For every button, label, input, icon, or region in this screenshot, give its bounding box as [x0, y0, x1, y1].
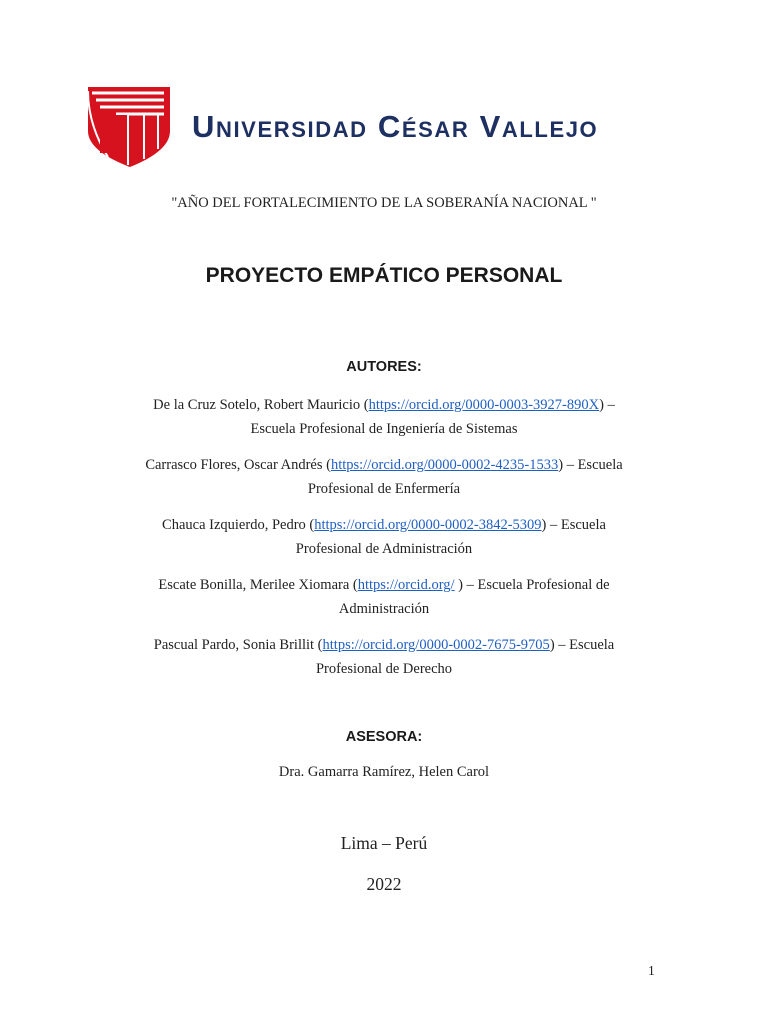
author-name: Chauca Izquierdo, Pedro (: [162, 517, 315, 533]
place: Lima – Perú: [340, 833, 428, 853]
author-separator: ) – Escuela Profesional de: [454, 577, 610, 593]
university-logo: [86, 84, 706, 170]
author-entry: [100, 393, 668, 441]
orcid-link[interactable]: https://orcid.org/0000-0002-3842-5309: [314, 517, 542, 533]
author-entry: [100, 573, 668, 621]
author-school: Administración: [338, 601, 430, 617]
author-school: Escuela Profesional de Ingeniería de Sistemas: [250, 421, 518, 437]
author-school: Profesional de Enfermería: [307, 481, 461, 497]
year-motto: "AÑO DEL FORTALECIMIENTO DE LA SOBERANÍA NACIONAL ": [171, 195, 597, 211]
author-entry: [100, 633, 668, 681]
advisor-name: Dra. Gamarra Ramírez, Helen Carol: [278, 764, 490, 780]
author-entry: [100, 453, 668, 501]
author-separator: ) – Escuela: [558, 457, 623, 473]
authors-heading: AUTORES:: [346, 359, 422, 375]
author-separator: ) – Escuela: [549, 637, 615, 653]
author-separator: ) –: [599, 397, 615, 413]
orcid-link[interactable]: https://orcid.org/0000-0002-7675-9705: [322, 637, 550, 653]
orcid-link[interactable]: https://orcid.org/: [357, 577, 455, 593]
authors-list: [100, 393, 668, 693]
author-entry: [100, 513, 668, 561]
author-name: Escate Bonilla, Merilee Xiomara (: [158, 577, 358, 593]
page-number: 1: [648, 963, 655, 978]
author-school: Profesional de Administración: [295, 541, 473, 557]
university-shield-icon: [86, 85, 172, 169]
author-name: Pascual Pardo, Sonia Brillit (: [153, 637, 323, 653]
year: 2022: [366, 874, 402, 894]
orcid-link[interactable]: https://orcid.org/0000-0002-4235-1533: [330, 457, 559, 473]
document-title: PROYECTO EMPÁTICO PERSONAL: [205, 264, 563, 287]
author-school: Profesional de Derecho: [315, 661, 453, 677]
orcid-link[interactable]: https://orcid.org/0000-0003-3927-890X: [368, 397, 600, 413]
author-name: Carrasco Flores, Oscar Andrés (: [145, 457, 331, 473]
author-separator: ) – Escuela: [541, 517, 606, 533]
advisor-heading: ASESORA:: [345, 729, 423, 745]
university-name: Universidad César Vallejo: [192, 109, 599, 144]
author-name: De la Cruz Sotelo, Robert Mauricio (: [153, 397, 369, 413]
